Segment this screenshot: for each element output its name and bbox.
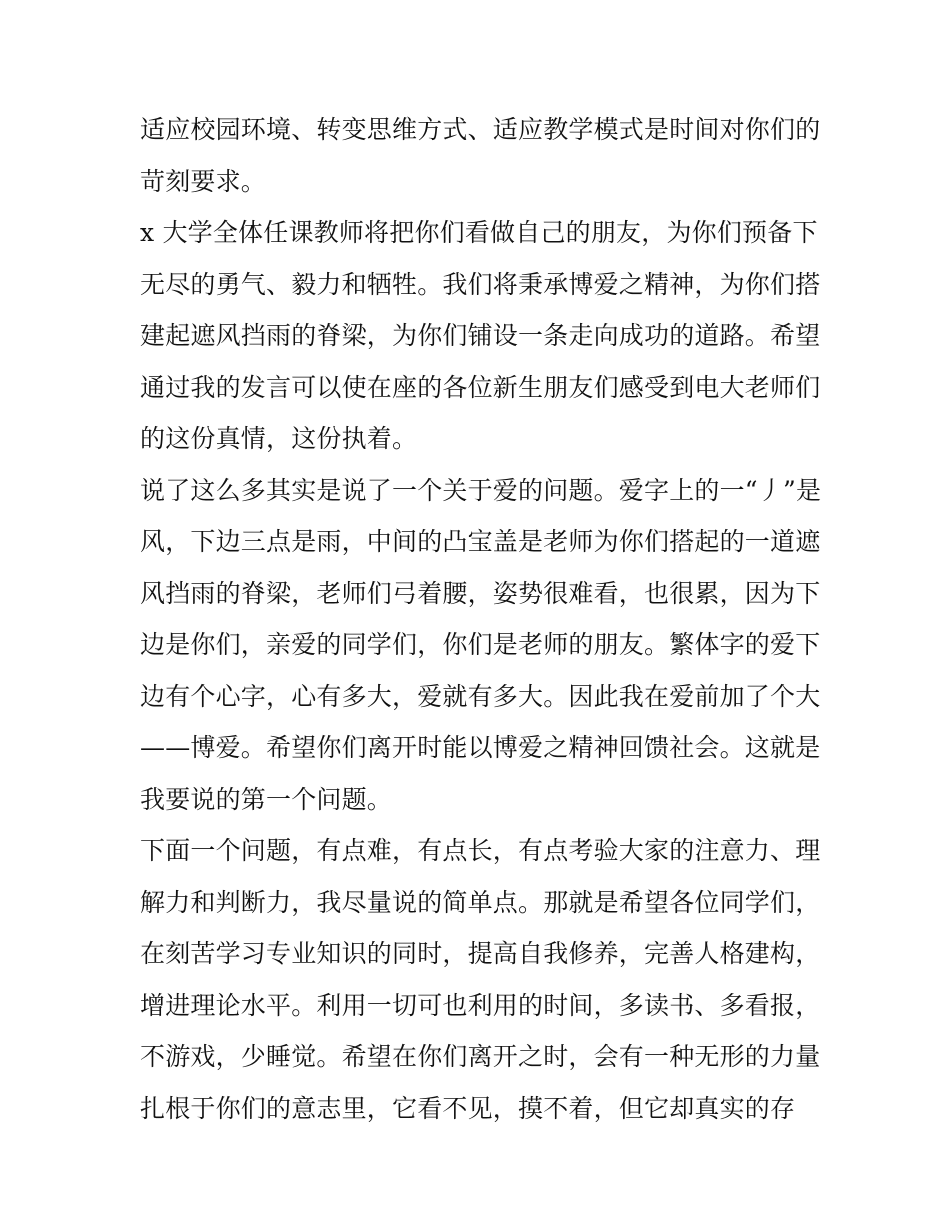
- text-line: ——博爱。希望你们离开时能以博爱之精神回馈社会。这就是: [140, 733, 821, 762]
- text-line: 通过我的发言可以使在座的各位新生朋友们感受到电大老师们: [140, 372, 821, 402]
- text-line: 解力和判断力，我尽量说的简单点。那就是希望各位同学们，: [140, 887, 821, 917]
- text-line: 适应校园环境、转变思维方式、适应教学模式是时间对你们的: [140, 115, 821, 144]
- text-line: 说了这么多其实是说了一个关于爱的问题。爱字上的一“丿”是: [140, 475, 822, 505]
- text-line: 下面一个问题，有点难，有点长，有点考验大家的注意力、理: [140, 836, 821, 865]
- text-line: x 大学全体任课教师将把你们看做自己的朋友，为你们预备下: [140, 218, 818, 247]
- text-line: 风，下边三点是雨，中间的凸宝盖是老师为你们搭起的一道遮: [140, 527, 821, 556]
- body-text: [140, 104, 830, 1134]
- text-line: 的这份真情，这份执着。: [140, 424, 418, 453]
- text-line: 边是你们，亲爱的同学们，你们是老师的朋友。繁体字的爱下: [140, 630, 821, 659]
- text-line: 无尽的勇气、毅力和牺牲。我们将秉承博爱之精神，为你们搭: [140, 269, 821, 299]
- text-line: 在刻苦学习专业知识的同时，提高自我修养，完善人格建构，: [140, 939, 821, 968]
- text-line: 边有个心字，心有多大，爱就有多大。因此我在爱前加了个大: [140, 681, 821, 711]
- text-line: 我要说的第一个问题。: [140, 784, 393, 814]
- text-line: 建起遮风挡雨的脊梁，为你们铺设一条走向成功的道路。希望: [140, 321, 821, 350]
- text-line: 增进理论水平。利用一切可也利用的时间，多读书、多看报，: [140, 990, 821, 1020]
- text-line: 苛刻要求。: [140, 166, 267, 196]
- text-line: 风挡雨的脊梁，老师们弓着腰，姿势很难看，也很累，因为下: [140, 578, 821, 608]
- text-line: 不游戏，少睡觉。希望在你们离开之时，会有一种无形的力量: [140, 1042, 821, 1071]
- text-line: 扎根于你们的意志里，它看不见，摸不着，但它却真实的存: [140, 1093, 796, 1123]
